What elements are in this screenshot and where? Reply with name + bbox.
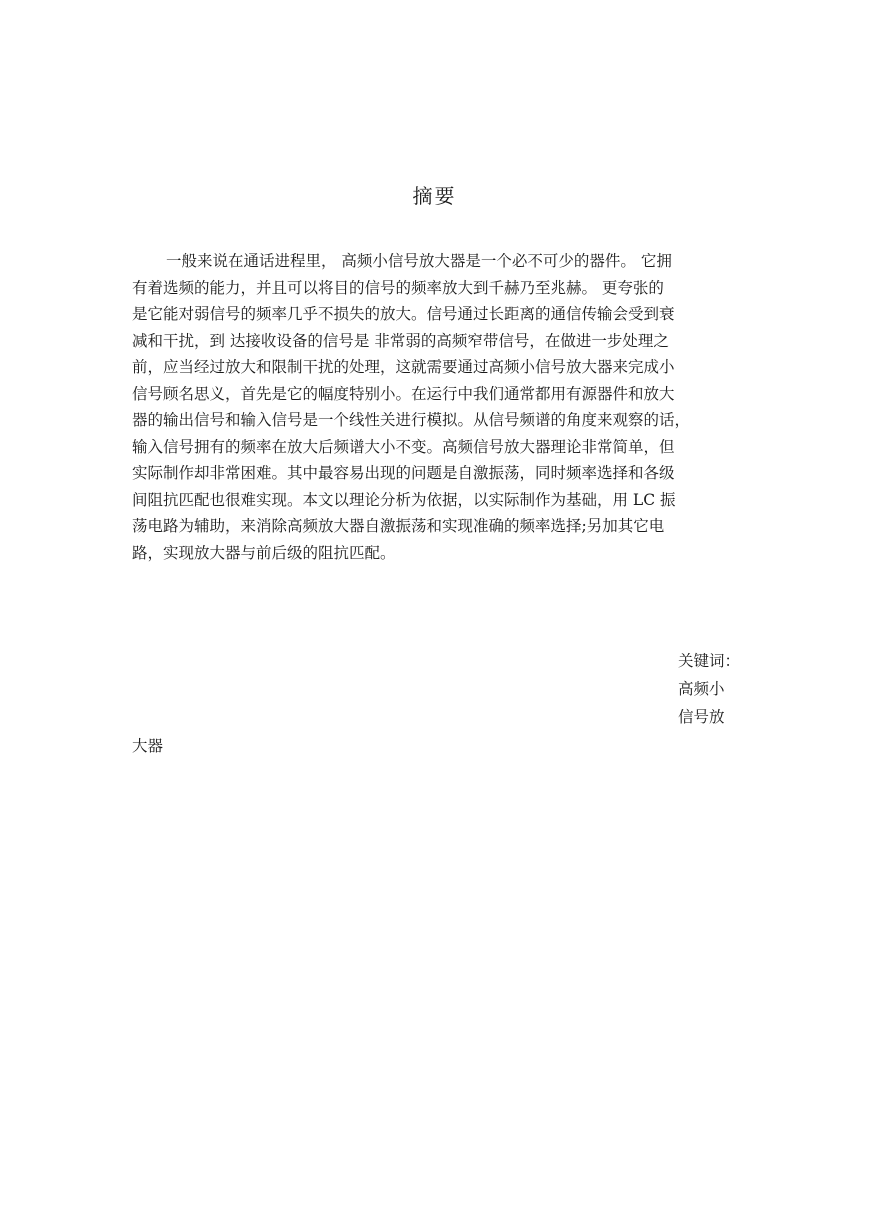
abstract-line: 信号顾名思义，首先是它的幅度特别小。在运行中我们通常都用有源器件和放大	[132, 384, 675, 403]
abstract-line: 间阻抗匹配也很难实现。本文以理论分析为依据，以实际制作为基础，用 LC 振	[132, 490, 676, 509]
abstract-line: 一般来说在通话进程里， 高频小信号放大器是一个必不可少的器件。 它拥	[166, 252, 672, 270]
abstract-line: 器的输出信号和输入信号是一个线性关进行模拟。从信号频谱的角度来观察的话，	[132, 411, 691, 429]
abstract-line: 是它能对弱信号的频率几乎不损失的放大。信号通过长距离的通信传输会受到衰	[132, 305, 675, 323]
abstract-line: 前，应当经过放大和限制干扰的处理，这就需要通过高频小信号放大器来完成小	[132, 358, 675, 376]
abstract-line: 减和干扰，到 达接收设备的信号是 非常弱的高频窄带信号，在做进一步处理之	[132, 331, 669, 350]
abstract-line: 输入信号拥有的频率在放大后频谱大小不变。高频信号放大器理论非常简单，但	[132, 437, 675, 456]
keywords-text-line: 大器	[132, 737, 164, 755]
keywords-text-line: 高频小	[678, 680, 725, 698]
abstract-line: 荡电路为辅助，来消除高频放大器自激振荡和实现准确的频率选择;另加其它电	[132, 517, 665, 535]
keywords-text-line: 信号放	[678, 708, 725, 726]
abstract-body	[132, 248, 742, 566]
page-title: 摘要	[412, 184, 457, 208]
abstract-line: 实际制作却非常困难。其中最容易出现的问题是自激振荡，同时频率选择和各级	[132, 464, 675, 482]
abstract-line: 路，实现放大器与前后级的阻抗匹配。	[132, 543, 396, 562]
abstract-line: 有着选频的能力，并且可以将目的信号的频率放大到千赫乃至兆赫。 更夸张的	[132, 278, 664, 297]
keywords-label: 关键词：	[678, 652, 741, 670]
